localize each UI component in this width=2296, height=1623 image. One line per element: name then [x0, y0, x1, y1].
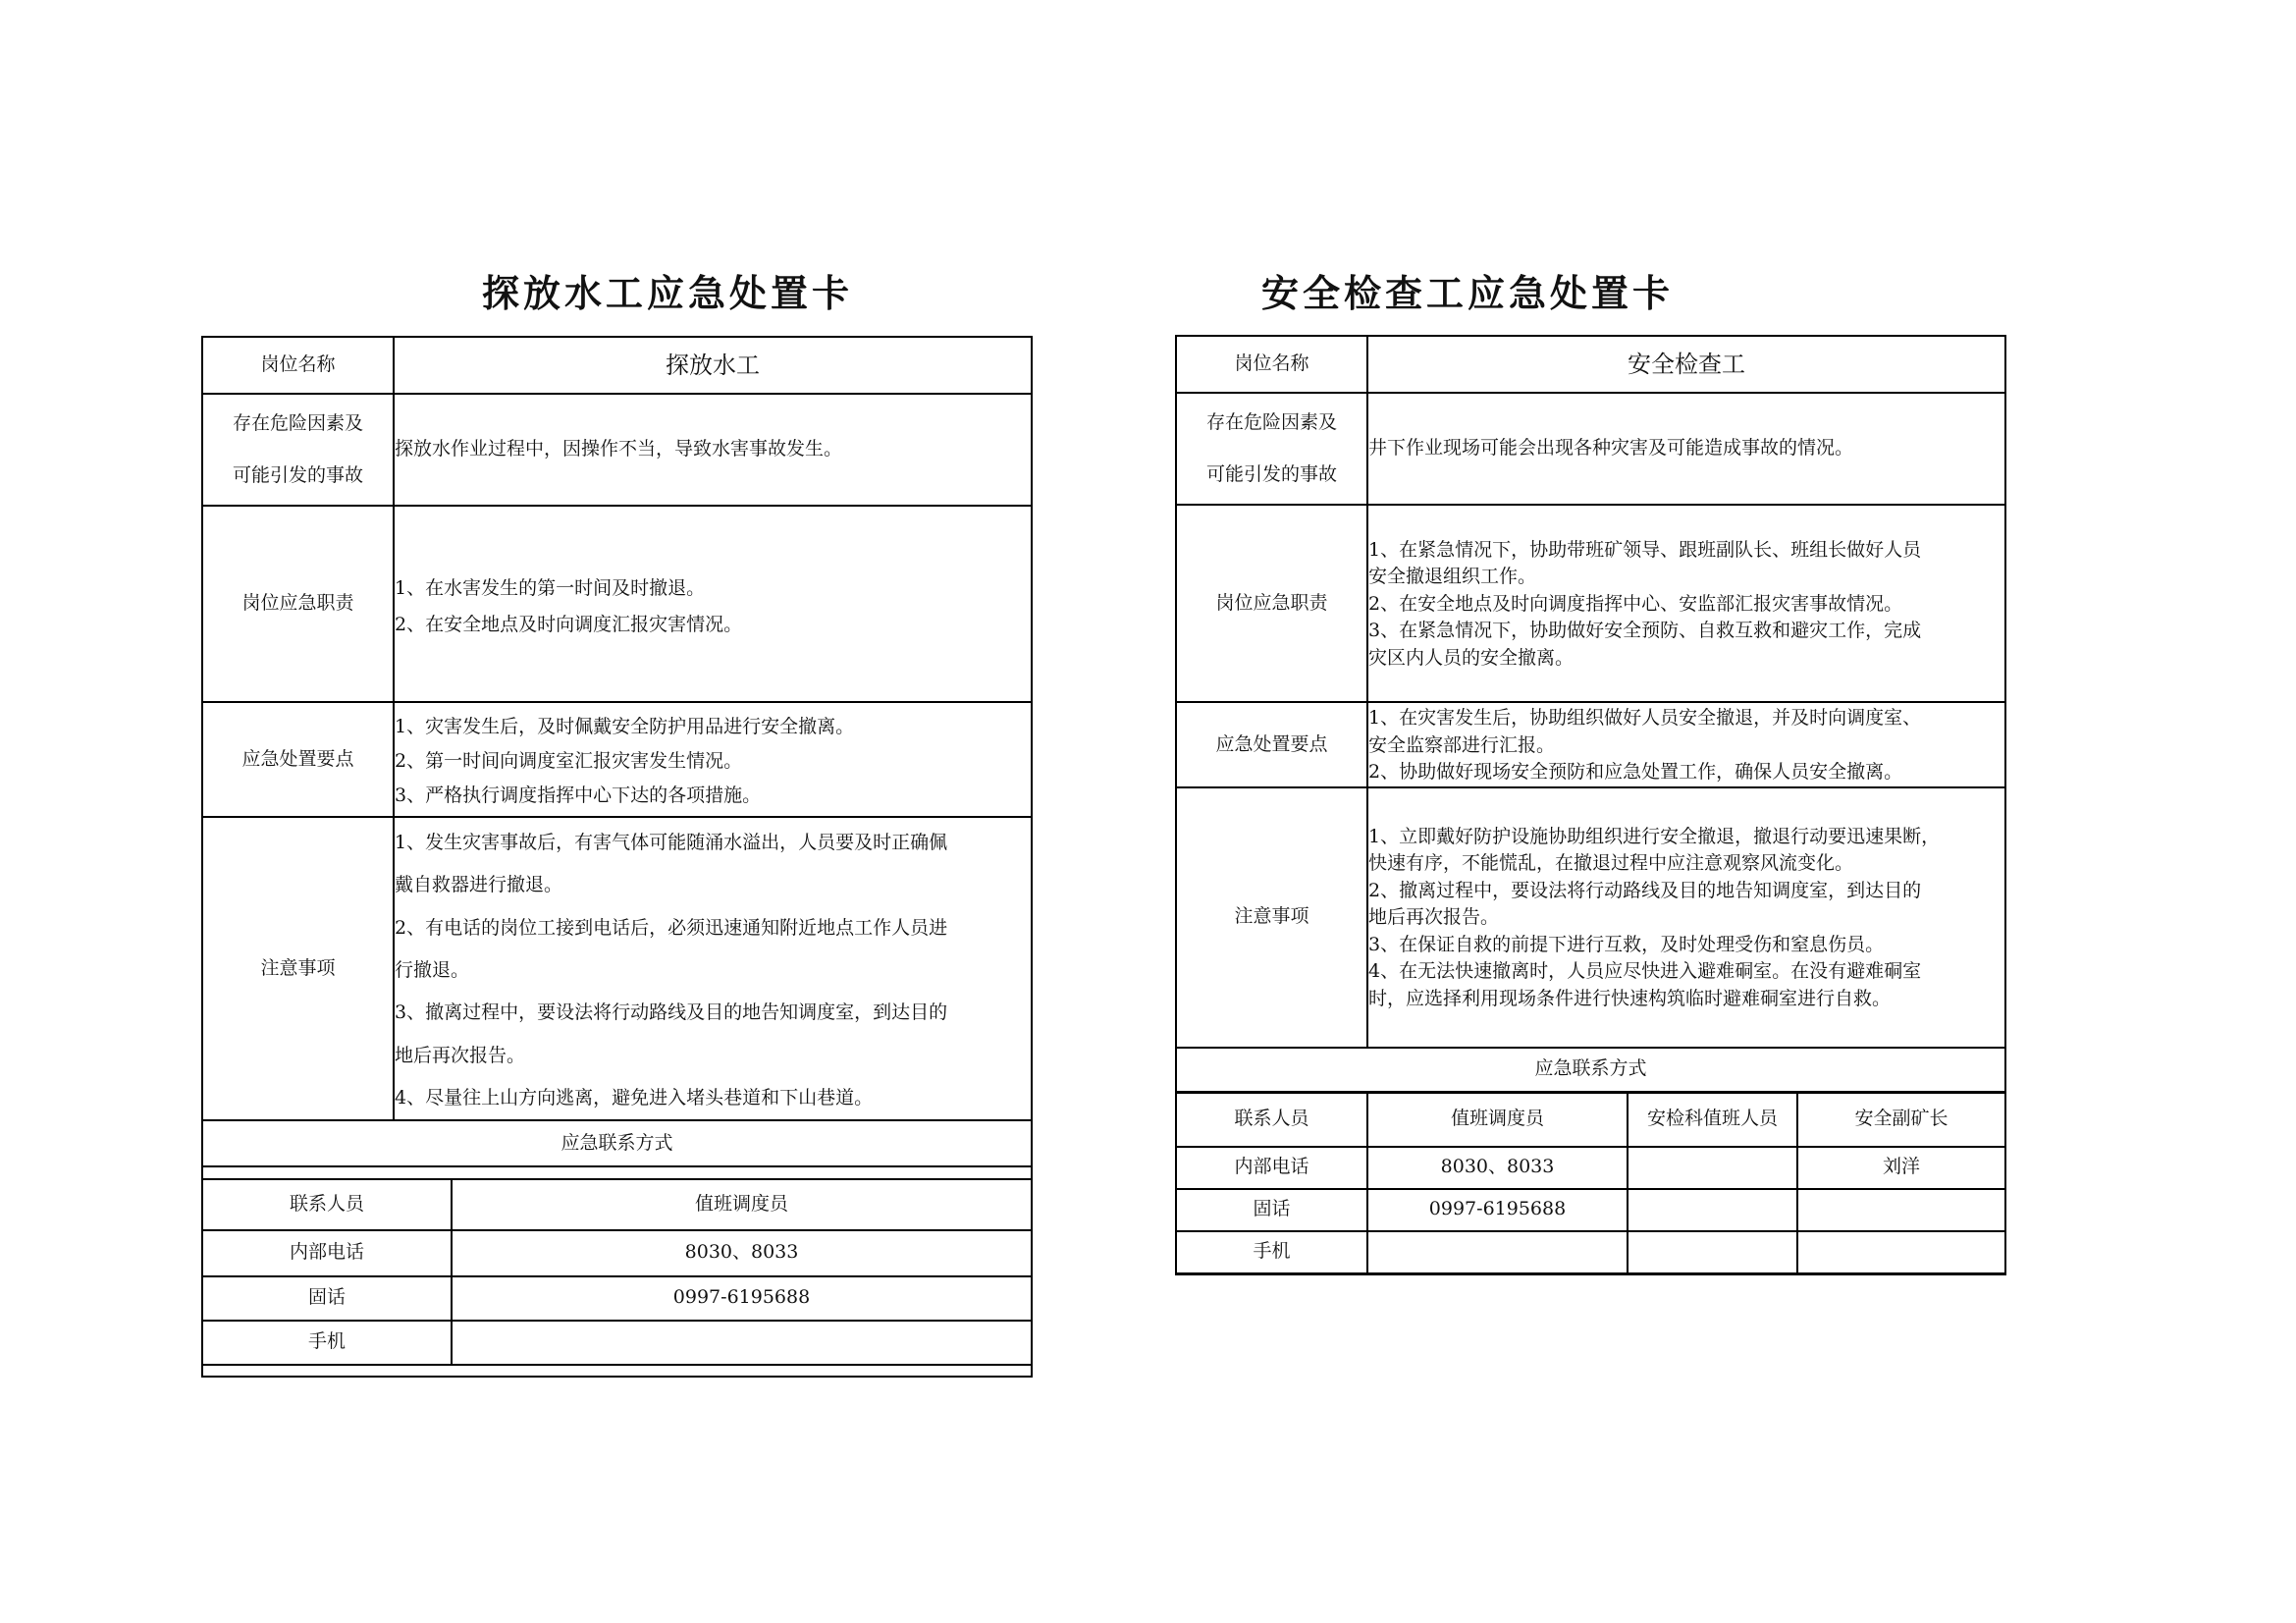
right-notes-label: 注意事项 [1176, 787, 1367, 1048]
table-row [1176, 1189, 2005, 1231]
table-row [202, 1276, 1032, 1321]
left-notes-label: 注意事项 [202, 817, 394, 1120]
left-duty-text: 1、在水害发生的第一时间及时撤退。 2、在安全地点及时向调度汇报灾害情况。 [394, 506, 1032, 702]
left-duty-label: 岗位应急职责 [202, 506, 394, 702]
right-contact-cell [1797, 1189, 2005, 1231]
right-contact-cell [1628, 1147, 1797, 1189]
table-row [1176, 1231, 2005, 1273]
table-row [202, 1321, 1032, 1365]
left-card-table [201, 336, 1033, 1378]
left-response-text: 1、灾害发生后，及时佩戴安全防护用品进行安全撤离。 2、第一时间向调度室汇报灾害发生情况。 3、严格执行调度指挥中心下达的各项措施。 [394, 702, 1032, 817]
right-contact-cell: 手机 [1176, 1231, 1367, 1273]
right-hazard-text: 井下作业现场可能会出现各种灾害及可能造成事故的情况。 [1367, 393, 2005, 505]
right-post-label: 岗位名称 [1176, 336, 1367, 393]
right-contact-cell: 内部电话 [1176, 1147, 1367, 1189]
left-contact-value [452, 1321, 1032, 1365]
right-card-table [1175, 335, 2006, 1275]
right-card-title: 安全检查工应急处置卡 [1260, 272, 1674, 315]
left-hazard-text: 探放水作业过程中，因操作不当，导致水害事故发生。 [394, 394, 1032, 506]
right-contact-heading: 应急联系方式 [1176, 1048, 2005, 1092]
left-card-title: 探放水工应急处置卡 [481, 272, 853, 315]
left-response-label: 应急处置要点 [202, 702, 394, 817]
right-duty-text: 1、在紧急情况下，协助带班矿领导、跟班副队长、班组长做好人员 安全撤退组织工作。 2、在安全地点及时向调度指挥中心、安监部汇报灾害事故情况。 3、在紧急情况下，协助做好安全预防、自救互救和避灾工作，完成 灾区内人员的安全撤离。 [1367, 505, 2005, 702]
left-contact-grid [202, 1166, 1032, 1377]
right-duty-label: 岗位应急职责 [1176, 505, 1367, 702]
right-response-label: 应急处置要点 [1176, 702, 1367, 787]
right-contact-cell [1367, 1231, 1628, 1273]
right-contact-cell [1628, 1231, 1797, 1273]
right-hazard-label: 存在危险因素及 可能引发的事故 [1176, 393, 1367, 505]
right-contact-header-cell: 安全副矿长 [1797, 1093, 2005, 1147]
left-hazard-label: 存在危险因素及 可能引发的事故 [202, 394, 394, 506]
table-row [202, 1230, 1032, 1276]
right-contact-cell [1628, 1189, 1797, 1231]
right-contact-cell [1797, 1231, 2005, 1273]
left-contact-value: 8030、8033 [452, 1230, 1032, 1276]
right-contact-cell: 刘洋 [1797, 1147, 2005, 1189]
right-contact-header-cell: 值班调度员 [1367, 1093, 1628, 1147]
left-post-value: 探放水工 [394, 337, 1032, 394]
left-contact-value: 值班调度员 [452, 1179, 1032, 1230]
left-notes-text: 1、发生灾害事故后，有害气体可能随涌水溢出，人员要及时正确佩 戴自救器进行撤退。 2、有电话的岗位工接到电话后，必须迅速通知附近地点工作人员进 行撤退。 3、撤离过程中，要设法将行动路线及目的地告知调度室，到达目的 地后再次报告。 4、尽量往上山方向逃离，避免进入堵头巷道和下山巷道。 [394, 817, 1032, 1120]
right-response-text: 1、在灾害发生后，协助组织做好人员安全撤退，并及时向调度室、 安全监察部进行汇报。 2、协助做好现场安全预防和应急处置工作，确保人员安全撤离。 [1367, 702, 2005, 787]
left-contact-label: 手机 [202, 1321, 452, 1365]
right-post-value: 安全检查工 [1367, 336, 2005, 393]
left-contact-label: 内部电话 [202, 1230, 452, 1276]
right-contact-cell: 0997-6195688 [1367, 1189, 1628, 1231]
right-contact-header-cell: 安检科值班人员 [1628, 1093, 1797, 1147]
table-row [1176, 1147, 2005, 1189]
right-contact-grid [1176, 1092, 2005, 1274]
right-contact-cell: 固话 [1176, 1189, 1367, 1231]
left-contact-label: 固话 [202, 1276, 452, 1321]
left-post-label: 岗位名称 [202, 337, 394, 394]
table-row [1176, 1093, 2005, 1147]
left-contact-value: 0997-6195688 [452, 1276, 1032, 1321]
right-contact-header-cell: 联系人员 [1176, 1093, 1367, 1147]
table-row [202, 1179, 1032, 1230]
right-notes-text: 1、立即戴好防护设施协助组织进行安全撤退，撤退行动要迅速果断， 快速有序，不能慌乱，在撤退过程中应注意观察风流变化。 2、撤离过程中，要设法将行动路线及目的地告知调度室，到达目的 地后再次报告。 3、在保证自救的前提下进行互救，及时处理受伤和窒息伤员。 4、在无法快速撤离时，人员应尽快进入避难硐室。在没有避难硐室 时，应选择利用现场条件进行快速构筑临时避难硐室进行自救。 [1367, 787, 2005, 1048]
left-contact-label: 联系人员 [202, 1179, 452, 1230]
left-contact-heading: 应急联系方式 [202, 1120, 1032, 1166]
right-contact-cell: 8030、8033 [1367, 1147, 1628, 1189]
